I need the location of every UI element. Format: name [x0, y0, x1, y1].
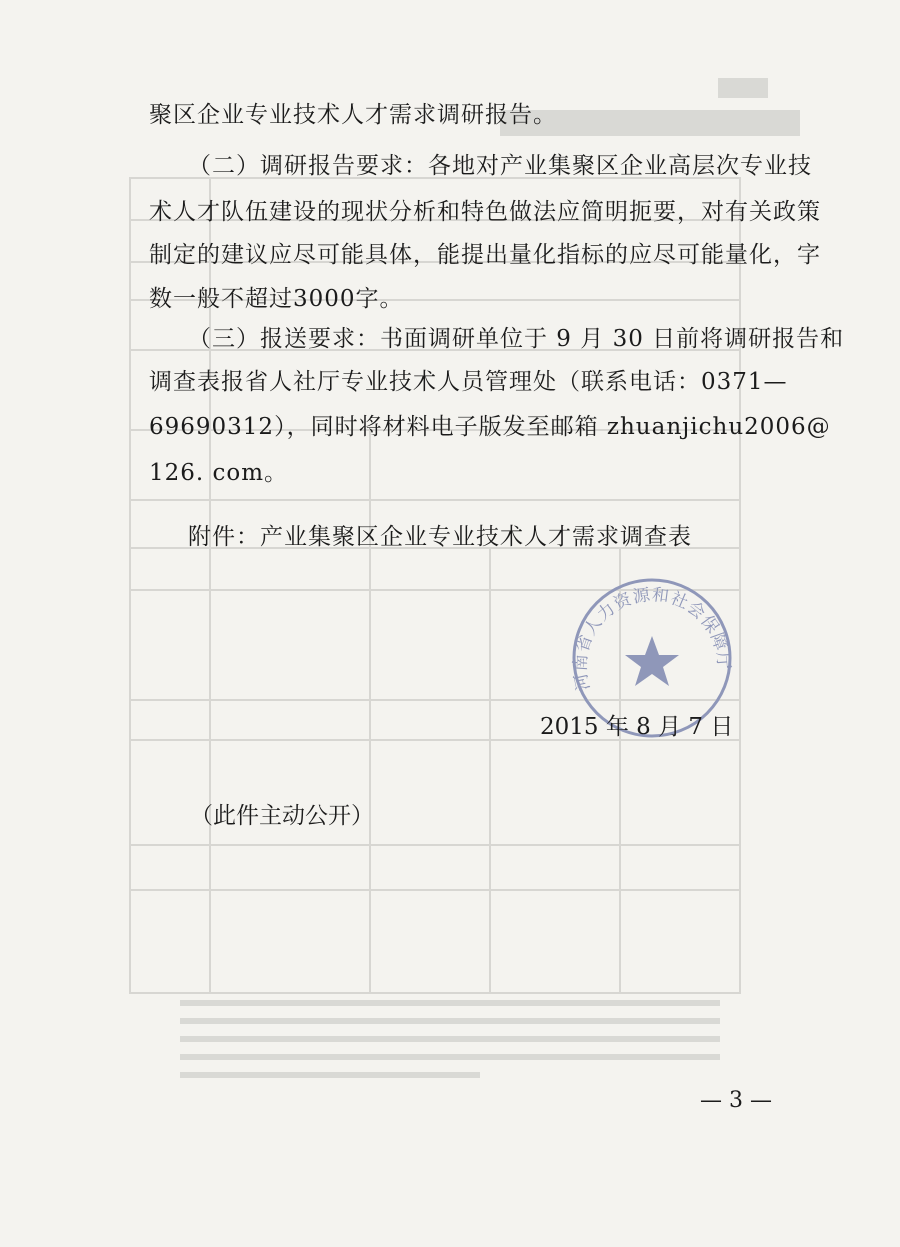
- svg-text:河南省人力资源和社会保障厅: 河南省人力资源和社会保障厅: [570, 585, 734, 693]
- document-page: 聚区企业专业技术人才需求调研报告。 （二）调研报告要求：各地对产业集聚区企业高层次专业技 术人才队伍建设的现状分析和特色做法应简明扼要，对有关政策 制定的建议应尽可能具体，能提出量化指标的应尽可能量化，字 数一般不超过3000字。 （三）报送要求：书面调研单位于 9 月 30 日前将调研报告和 调查表报省人社厅专业技术人员管理处（联系电话：0371— 69690312），同时将材料电子版发至邮箱 zhuanjichu2006@ 126. com。 附件：产业集聚区企业专业技术人才需求调查表 河南省人力资源和社会保障厅 2015 年 8 月 7 日 （此件主动公开） — 3 —: [0, 0, 900, 1247]
- page-number: — 3 —: [700, 1088, 772, 1113]
- issue-date: 2015 年 8 月 7 日: [540, 714, 734, 740]
- seal-star-icon: [625, 636, 679, 686]
- disclosure-note: （此件主动公开）: [190, 803, 374, 829]
